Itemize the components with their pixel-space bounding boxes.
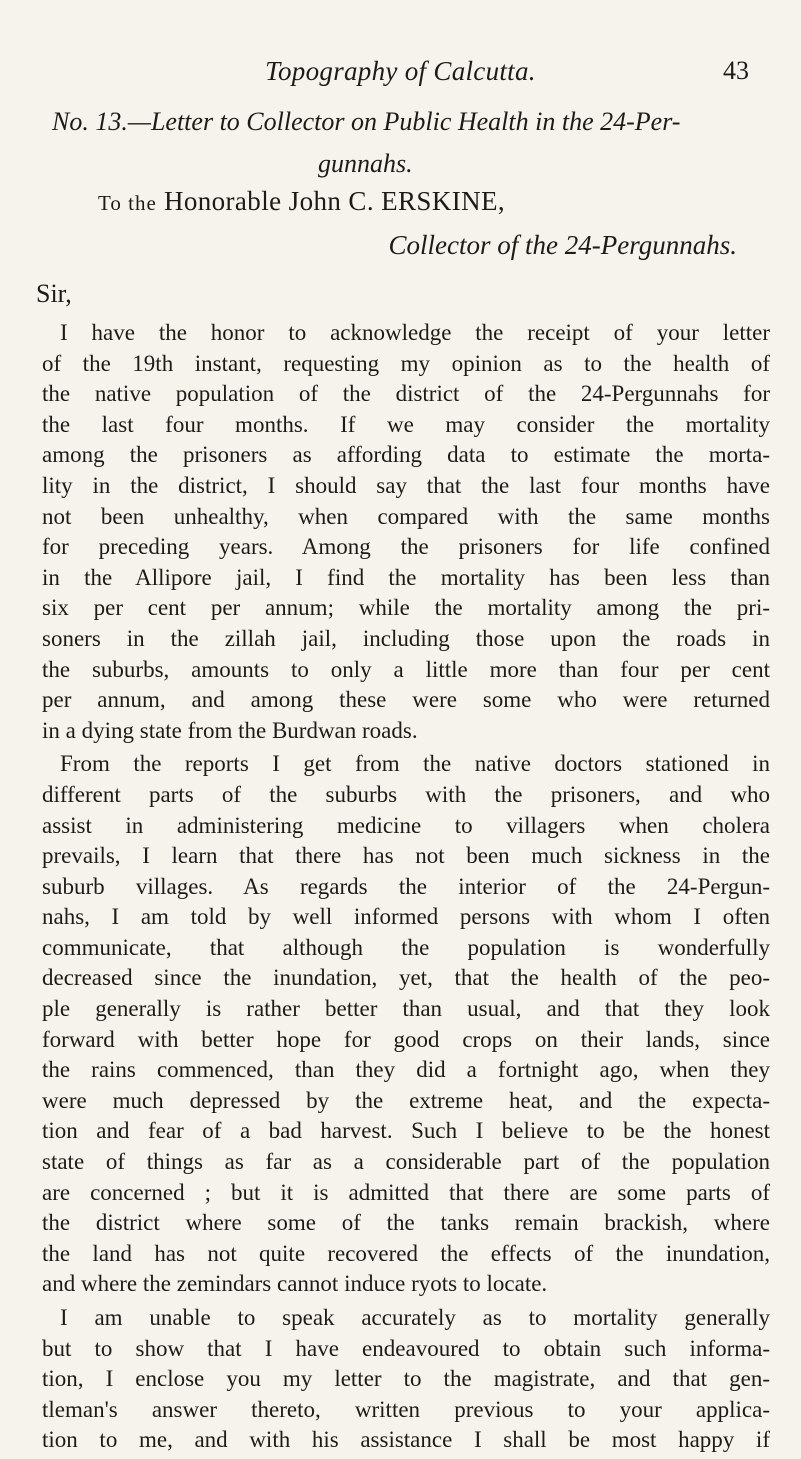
text-line: tion to me, and with his assistance I shall be most happy if <box>42 1427 770 1453</box>
text-line: tleman's answer thereto, written previous to your applica- <box>42 1396 770 1422</box>
text-line: among the prisoners as affording data to estimate the morta- <box>42 442 770 468</box>
text-line: of the 19th instant, requesting my opinion as to the health of <box>42 350 770 376</box>
addressee-office: Collector of the 24-Pergunnahs. <box>388 230 737 260</box>
addressee-prefix: To the <box>98 191 157 215</box>
text-line: forward with better hope for good crops on their lands, since <box>42 1026 770 1052</box>
text-line: ple generally is rather better than usual, and that they look <box>42 996 770 1022</box>
text-line: in a dying state from the Burdwan roads. <box>42 717 418 743</box>
text-line: suburb villages. As regards the interior of the 24-Pergun- <box>42 873 770 899</box>
text-line: the land has not quite recovered the effects of the inundation, <box>42 1240 770 1266</box>
text-line: six per cent per annum; while the mortality among the pri- <box>42 595 770 621</box>
document-heading <box>0 101 801 185</box>
text-line: the rains commenced, than they did a fortnight ago, when they <box>42 1057 770 1083</box>
text-line: I have the honor to acknowledge the receipt of your letter <box>60 320 770 345</box>
text-line: the last four months. If we may consider the mortality <box>42 411 770 437</box>
text-line: the suburbs, amounts to only a little more than four per cent <box>42 656 770 682</box>
text-line: assist in administering medicine to villagers when cholera <box>42 812 770 838</box>
text-line: decreased since the inundation, yet, that the health of the peo- <box>42 965 770 991</box>
text-line: From the reports I get from the native doctors stationed in <box>60 751 770 777</box>
text-line: soners in the zillah jail, including those upon the roads in <box>42 625 770 651</box>
heading-line-2: gunnahs. <box>318 149 413 178</box>
text-line: tion, I enclose you my letter to the magistrate, and that gen- <box>42 1366 770 1392</box>
text-line: the district where some of the tanks remain brackish, where <box>42 1210 770 1236</box>
text-line: per annum, and among these were some who were returned <box>42 687 770 713</box>
text-line: not been unhealthy, when compared with the same months <box>42 503 770 529</box>
text-line: different parts of the suburbs with the prisoners, and who <box>42 781 770 807</box>
paragraph-1 <box>42 318 770 746</box>
addressee-honorific: Honorable <box>163 186 282 216</box>
salutation: Sir, <box>36 279 72 308</box>
text-line: communicate, that although the population is wonderfully <box>42 934 770 960</box>
text-line: but to show that I have endeavoured to obtain such informa- <box>42 1335 770 1361</box>
text-line: I am unable to speak accurately as to mortality generally <box>60 1305 770 1330</box>
text-line: lity in the district, I should say that the last four months have <box>42 472 770 498</box>
paragraph-3 <box>42 1303 770 1456</box>
text-line: state of things as far as a considerable part of the population <box>42 1149 770 1175</box>
letter-body <box>42 318 770 1459</box>
text-line: the native population of the district of the 24-Pergunnahs for <box>42 381 770 407</box>
text-line: are concerned ; but it is admitted that there are some parts of <box>42 1179 770 1205</box>
running-head <box>0 56 801 90</box>
running-head-title: Topography of Calcutta. <box>265 56 536 86</box>
text-line: and where the zemindars cannot induce ryots to locate. <box>42 1271 548 1297</box>
page-number: 43 <box>723 56 749 85</box>
text-line: for preceding years. Among the prisoners for life confined <box>42 534 770 560</box>
text-line: were much depressed by the extreme heat, and the expecta- <box>42 1087 770 1113</box>
text-line: in the Allipore jail, I find the mortality has been less than <box>42 564 770 590</box>
text-line: prevails, I learn that there has not been much sickness in the <box>42 843 770 869</box>
text-line: tion and fear of a bad harvest. Such I believe to be the honest <box>42 1118 770 1144</box>
paragraph-2 <box>42 749 770 1300</box>
addressee <box>98 186 505 217</box>
addressee-name: John C. ERSKINE, <box>288 186 506 216</box>
text-line: nahs, I am told by well informed persons with whom I often <box>42 904 770 930</box>
heading-line-1: No. 13.—Letter to Collector on Public Health in the 24-Per- <box>52 107 681 136</box>
